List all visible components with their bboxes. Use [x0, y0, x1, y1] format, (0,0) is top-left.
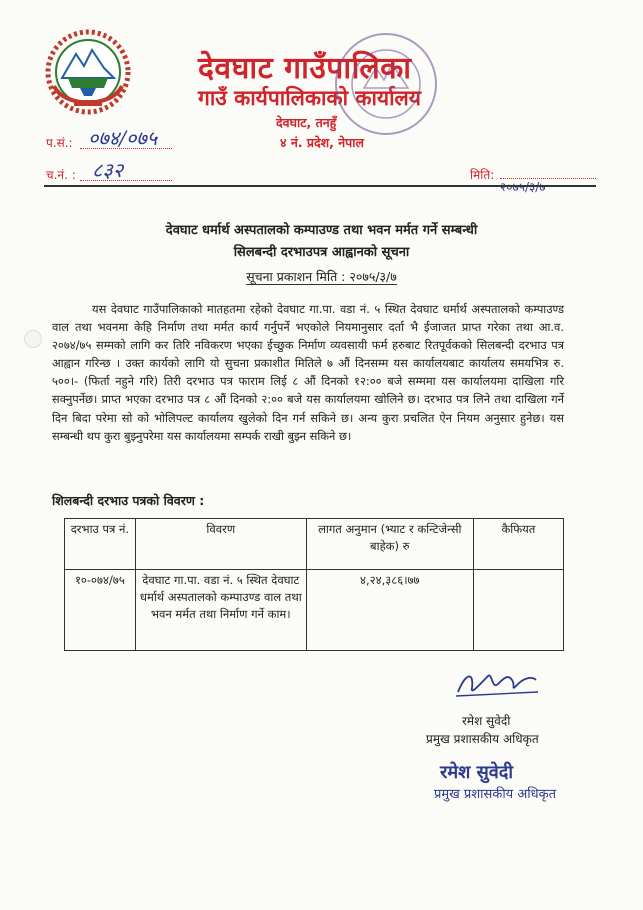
header-rule — [44, 185, 596, 187]
dispatch-no-label: च.नं. : — [46, 168, 76, 182]
column-header: लागत अनुमान (भ्याट र कन्टिजेन्सी बाहेक) रु — [306, 519, 473, 570]
column-header: विवरण — [135, 519, 306, 570]
handwritten-signature — [452, 662, 542, 702]
ref-no-value: ०७४/०७५ — [88, 126, 158, 150]
bid-table-heading: शिलबन्दी दरभाउ पत्रको विवरण : — [52, 493, 205, 508]
date-label: मिति: — [470, 168, 495, 182]
nepal-emblem-icon — [44, 28, 132, 116]
notice-publish-date — [0, 268, 643, 285]
notice-body: यस देवघाट गाउँपालिकाको मातहतमा रहेको देवघाट गा.पा. वडा नं. ५ स्थित देवघाट धर्मार्थ अस्पतालको कम्पाउण्ड वाल तथा भवनमा केहि निर्माण तथा मर्मत कार्य गर्नुपर्ने भएकोले नियमानुसार दर्ता भै ईजाजत प्राप्त गरेका तथा आ.व. २०७४/७५ सम्मको लागि कर तिरि नविकरण भएका ईच्छुक निर्माण व्यवसायी फर्म हरुबाट रितपूर्वकको सिलबन्दी दरभाउ पत्र आह्वान गरिन्छ । उक्त कार्यको लागि यो सुचना प्रकाशीत मितिले ७ औं दिनसम्म यस कार्यालयबाट कार्यालय समयभित्र रु. ५००।- (फिर्ता नहुने गरि) तिरी दरभाउ पत्र फाराम लिई ८ औं दिनको १२:०० बजे सम्ममा यस कार्यालयमा दाखिला गरि सक्नुपर्नेछ। प्राप्त भएका दरभाउ पत्र ८ औं दिनको २:०० बजे यस कार्यालयमा खोलिने छ। दरभाउ पत्र लिने तथा दाखिला गर्ने दिन बिदा परेमा सो को भोलिपल्ट कार्यालय खुलेको दिन गर्न सकिने छ। अन्य कुरा प्रचलित ऐन नियम अनुसार हुनेछ। यस सम्बन्धी थप कुरा बुझ्नुपरेमा यस कार्यालयमा सम्पर्क राखी बुझ्न सकिने छ। — [52, 302, 564, 443]
punch-hole — [24, 330, 42, 348]
column-header: कैफियत — [473, 519, 563, 570]
cost-estimate-cell: ४,२४,३८६।७७ — [306, 570, 473, 651]
date-value: २०७५/३/७ — [500, 180, 546, 194]
description-cell: देवघाट गा.पा. वडा नं. ५ स्थित देवघाट धर्मार्थ अस्पतालको कम्पाउण्ड वाल तथा भवन मर्मत तथा निर्माण गर्ने काम। — [135, 570, 306, 651]
signer-name: रमेश सुवेदी — [462, 714, 511, 728]
bid-table — [64, 518, 564, 651]
notice-publish-date-text: सूचना प्रकाशन मिति : २०७५/३/७ — [246, 269, 397, 284]
table-header-row — [65, 519, 564, 570]
org-subtitle: गाउँ कार्यपालिकाको कार्यालय — [198, 86, 421, 110]
signer-title: प्रमुख प्रशासकीय अधिकृत — [426, 732, 539, 746]
name-stamp: रमेश सुवेदी — [440, 762, 514, 783]
bid-no-cell: १०-०७४/७५ — [65, 570, 136, 651]
notice-title-line2: सिलबन्दी दरभाउपत्र आह्वानको सूचना — [233, 245, 410, 260]
office-stamp-icon — [330, 28, 442, 140]
dispatch-no-value: ८३२ — [92, 158, 124, 182]
column-header: दरभाउ पत्र नं. — [65, 519, 136, 570]
remarks-cell — [473, 570, 563, 651]
notice-title-line1: देवघाट धर्मार्थ अस्पतालको कम्पाउण्ड तथा भवन मर्मत गर्ने सम्बन्धी — [165, 223, 478, 238]
org-address-line1: देवघाट, तनहुँ — [276, 115, 337, 130]
ref-no-label: प.सं.: — [46, 136, 73, 150]
table-row — [65, 570, 564, 651]
org-address-line2: ४ नं. प्रदेश, नेपाल — [280, 135, 364, 150]
title-stamp: प्रमुख प्रशासकीय अधिकृत — [434, 787, 557, 802]
org-title: देवघाट गाउँपालिका — [198, 51, 412, 86]
